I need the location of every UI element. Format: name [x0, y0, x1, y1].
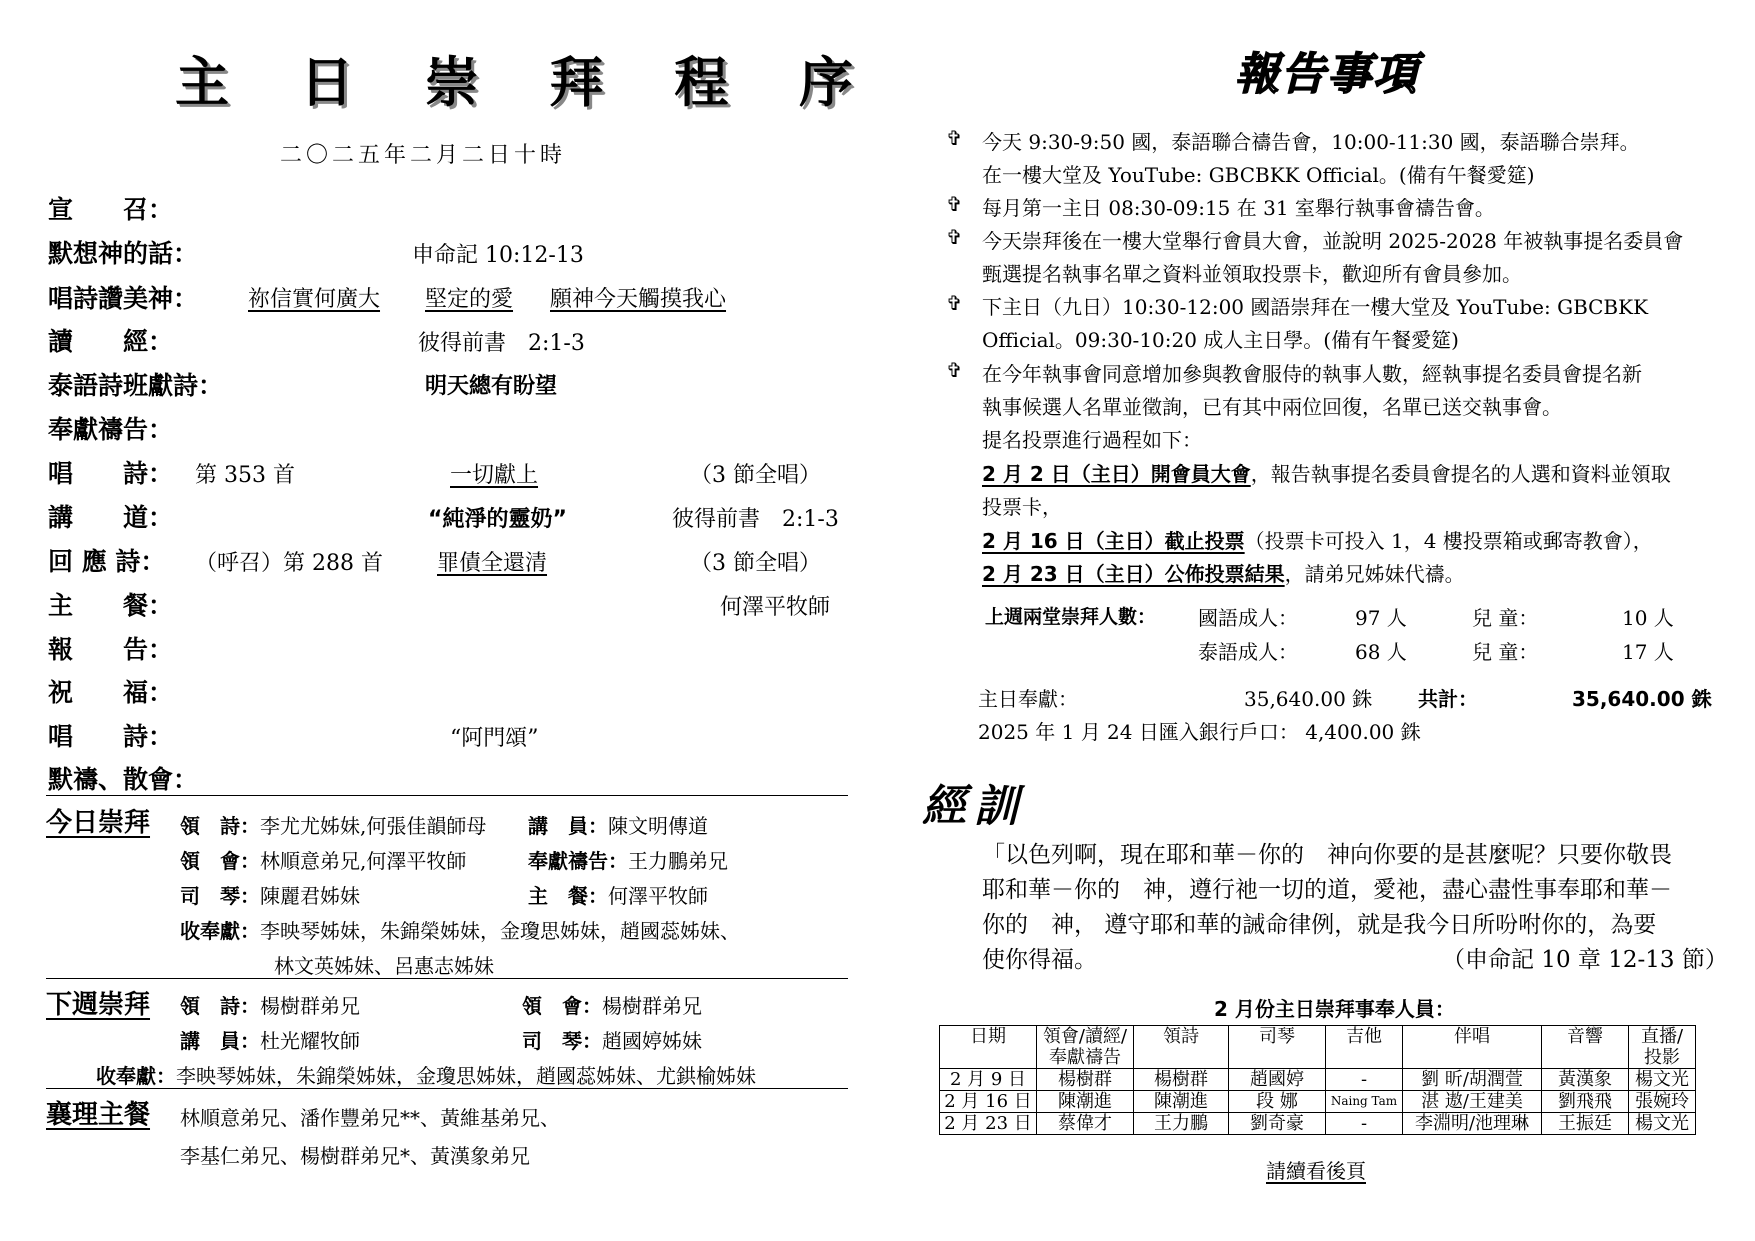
communion-servers-line-2: 李基仁弟兄、楊樹群弟兄*、黃漢象弟兄: [180, 1144, 530, 1168]
response-label: 回 應 詩：: [48, 547, 166, 576]
communion-pastor: 何澤平牧師: [720, 595, 831, 620]
sermon-title: “純淨的靈奶”: [428, 507, 567, 532]
next-section-label: 下週崇拜: [46, 990, 151, 1020]
praise-song-3: 願神今天觸摸我心: [550, 287, 727, 312]
roster-cell: 湛 遨/王建美: [1403, 1091, 1542, 1113]
verse-line: 耶和華－你的 神，遵行祂一切的道，愛祂，盡心盡性事奉耶和華－: [982, 877, 1672, 903]
thai-choir-song: 明天總有盼望: [425, 374, 558, 399]
offering-amount: 35,640.00 銖: [1244, 687, 1373, 711]
today-ushers-cont: 林文英姊妹、呂惠志姊妹: [274, 954, 494, 978]
thai-child-count: 17 人: [1622, 640, 1674, 664]
divider: [46, 1088, 848, 1089]
verse-line: 「以色列啊，現在耶和華－你的 神向你要的是甚麼呢？只要你敬畏: [982, 842, 1672, 868]
offering-total: 35,640.00 銖: [1572, 687, 1712, 711]
thai-adult-label: 泰語成人：: [1198, 640, 1298, 664]
next-ushers: 收奉獻：李映琴姊妹，朱錦榮姊妹，金瓊思姊妹，趙國蕊姊妹、尤鉷榆姊妹: [96, 1064, 756, 1088]
cross-icon: ✞: [946, 192, 963, 216]
meditation-label: 默想神的話：: [48, 239, 199, 268]
bank-deposit: 2025 年 1 月 24 日匯入銀行戶口： 4,400.00 銖: [978, 720, 1421, 744]
service-date: 二〇二五年二月二日十時: [280, 143, 567, 168]
announcement-line: 今天崇拜後在一樓大堂舉行會員大會，並說明 2025-2028 年被執事提名委員會: [982, 229, 1684, 253]
roster-title: 2 月份主日崇拜事奉人員：: [1214, 997, 1455, 1021]
roster-cell: 楊文光: [1629, 1113, 1696, 1135]
sermon-ref: 彼得前書 2:1-3: [672, 507, 839, 532]
today-lead-song: 領 詩：李尤尤姊妹,何張佳韻師母: [180, 814, 487, 838]
roster-cell: 2 月 23 日: [940, 1113, 1037, 1135]
communion-label: 主 餐：: [48, 591, 174, 620]
roster-header-row: [940, 1026, 1696, 1069]
reading-label: 讀 經：: [48, 327, 174, 356]
child-label: 兒 童：: [1472, 640, 1539, 664]
closing-hymn-label: 唱 詩：: [48, 722, 174, 751]
mandarin-adult-label: 國語成人：: [1198, 606, 1298, 630]
closing-hymn: “阿門頌”: [450, 726, 539, 751]
announcement-line: 在今年執事會同意增加參與教會服侍的執事人數，經執事提名委員會提名新: [982, 362, 1642, 386]
roster-cell: 蔡偉才: [1037, 1113, 1134, 1135]
praise-song-2: 堅定的愛: [425, 287, 514, 312]
roster-cell: Naing Tam: [1326, 1091, 1403, 1113]
communion-servers-label: 襄理主餐: [46, 1100, 151, 1130]
response-number: （呼召）第 288 首: [195, 551, 383, 576]
roster-cell: 楊樹群: [1134, 1069, 1229, 1091]
announcement-line: 在一樓大堂及 YouTube: GBCBKK Official。(備有午餐愛筵): [982, 163, 1535, 187]
vote-step: 2 月 23 日（主日）公佈投票結果，請弟兄姊妹代禱。: [982, 562, 1465, 586]
roster-cell: 2 月 9 日: [940, 1069, 1037, 1091]
announcement-line: 執事候選人名單並徵詢，已有其中兩位回復，名單已送交執事會。: [982, 395, 1562, 419]
roster-header: 日期: [940, 1026, 1037, 1069]
announcements-title: 報告事項: [1235, 49, 1419, 100]
thai-adult-count: 68 人: [1355, 640, 1407, 664]
today-piano: 司 琴：陳麗君姊妹: [180, 884, 360, 908]
response-title: 罪債全還清: [437, 551, 548, 576]
response-note: （3 節全唱）: [690, 551, 821, 576]
today-leader: 領 會：林順意弟兄,何澤平牧師: [180, 849, 467, 873]
reading-ref: 彼得前書 2:1-3: [418, 331, 585, 356]
praise-label: 唱詩讚美神：: [48, 284, 199, 313]
cross-icon: ✞: [946, 358, 963, 382]
cross-icon: ✞: [946, 291, 963, 315]
vote-step: 投票卡，: [982, 495, 1062, 519]
next-leader: 領 會：楊樹群弟兄: [522, 994, 702, 1018]
verse-reference: （申命記 10 章 12-13 節）: [1442, 947, 1728, 973]
next-piano: 司 琴：趙國婷姊妹: [522, 1029, 702, 1053]
today-ushers: 收奉獻：李映琴姊妹，朱錦榮姊妹，金瓊思姊妹，趙國蕊姊妹、: [180, 919, 740, 943]
table-row: [940, 1069, 1696, 1091]
mandarin-adult-count: 97 人: [1355, 606, 1407, 630]
roster-cell: 楊樹群: [1037, 1069, 1134, 1091]
announcement-line: 甄選提名執事名單之資料並領取投票卡，歡迎所有會員參加。: [982, 262, 1522, 286]
table-row: [940, 1091, 1696, 1113]
roster-cell: 2 月 16 日: [940, 1091, 1037, 1113]
roster-cell: 陳潮進: [1134, 1091, 1229, 1113]
verse-line: 你的 神， 遵守耶和華的誡命律例，就是我今日所吩咐你的，為要: [982, 912, 1657, 938]
cross-icon: ✞: [946, 126, 963, 150]
divider: [46, 795, 848, 796]
roster-cell: 劉 昕/胡潤萱: [1403, 1069, 1542, 1091]
cross-icon: ✞: [946, 225, 963, 249]
next-speaker: 講 員：杜光耀牧師: [180, 1029, 360, 1053]
roster-cell: 趙國婷: [1229, 1069, 1326, 1091]
hymn-note: （3 節全唱）: [690, 463, 821, 488]
roster-cell: -: [1326, 1113, 1403, 1135]
roster-header: 司琴: [1229, 1026, 1326, 1069]
announcement-line: 每月第一主日 08:30-09:15 在 31 室舉行執事會禱告會。: [982, 196, 1495, 220]
meditation-ref: 申命記 10:12-13: [412, 243, 584, 268]
roster-cell: 劉奇豪: [1229, 1113, 1326, 1135]
roster-table: [939, 1025, 1696, 1135]
announcement-line: 今天 9:30-9:50 國，泰語聯合禱告會，10:00-11:30 國，泰語聯合崇拜。: [982, 130, 1640, 154]
roster-cell: 王力鵬: [1134, 1113, 1229, 1135]
roster-header: 直播/ 投影: [1629, 1026, 1696, 1069]
offering-prayer-label: 奉獻禱告：: [48, 415, 174, 444]
roster-header: 領詩: [1134, 1026, 1229, 1069]
announcement-line: Official。09:30-10:20 成人主日學。(備有午餐愛筵): [982, 328, 1459, 352]
roster-cell: 王振廷: [1542, 1113, 1629, 1135]
communion-servers-line-1: 林順意弟兄、潘作豐弟兄**、黃維基弟兄、: [180, 1106, 560, 1130]
continue-note: 請續看後頁: [1266, 1159, 1366, 1183]
call-label: 宣 召：: [48, 195, 174, 224]
today-section-label: 今日崇拜: [46, 808, 151, 838]
next-lead-song: 領 詩：楊樹群弟兄: [180, 994, 360, 1018]
attendance-label: 上週兩堂崇拜人數：: [985, 606, 1157, 628]
roster-cell: 劉飛飛: [1542, 1091, 1629, 1113]
hymn-label: 唱 詩：: [48, 459, 174, 488]
announcement-line: 下主日（九日）10:30-12:00 國語崇拜在一樓大堂及 YouTube: GBCBKK: [982, 295, 1649, 319]
page-title: 主 日 崇 拜 程 序: [175, 50, 879, 114]
roster-header: 領會/讀經/ 奉獻禱告: [1037, 1026, 1134, 1069]
roster-header: 吉他: [1326, 1026, 1403, 1069]
verse-title: 經訓: [922, 781, 1026, 832]
hymn-title: 一切獻上: [450, 463, 539, 488]
child-label: 兒 童：: [1472, 606, 1539, 630]
divider: [46, 978, 848, 979]
today-communion: 主 餐：何澤平牧師: [528, 884, 708, 908]
announce-label: 報 告：: [48, 635, 174, 664]
offering-total-label: 共計：: [1418, 687, 1478, 711]
praise-song-1: 祢信實何廣大: [248, 287, 381, 312]
vote-step: 2 月 2 日（主日）開會員大會，報告執事提名委員會提名的人選和資料並領取: [982, 462, 1671, 486]
roster-cell: 張婉玲: [1629, 1091, 1696, 1113]
roster-cell: 楊文光: [1629, 1069, 1696, 1091]
roster-header: 音響: [1542, 1026, 1629, 1069]
announcement-line: 提名投票進行過程如下：: [982, 428, 1202, 452]
dismiss-label: 默禱、散會：: [48, 765, 199, 794]
roster-cell: -: [1326, 1069, 1403, 1091]
blessing-label: 祝 福：: [48, 678, 174, 707]
roster-cell: 黃漢象: [1542, 1069, 1629, 1091]
roster-cell: 陳潮進: [1037, 1091, 1134, 1113]
today-offering-prayer: 奉獻禱告：王力鵬弟兄: [528, 849, 728, 873]
mandarin-child-count: 10 人: [1622, 606, 1674, 630]
vote-step: 2 月 16 日（主日）截止投票（投票卡可投入 1，4 樓投票箱或郵寄教會），: [982, 529, 1653, 553]
thai-choir-label: 泰語詩班獻詩：: [48, 371, 224, 400]
today-speaker: 講 員：陳文明傳道: [528, 814, 708, 838]
verse-line: 使你得福。: [982, 947, 1097, 973]
roster-cell: 段 娜: [1229, 1091, 1326, 1113]
hymn-number: 第 353 首: [195, 463, 295, 488]
roster-header: 伴唱: [1403, 1026, 1542, 1069]
table-row: [940, 1113, 1696, 1135]
roster-cell: 李淵明/池理琳: [1403, 1113, 1542, 1135]
sermon-label: 講 道：: [48, 503, 174, 532]
offering-label: 主日奉獻：: [978, 687, 1078, 711]
